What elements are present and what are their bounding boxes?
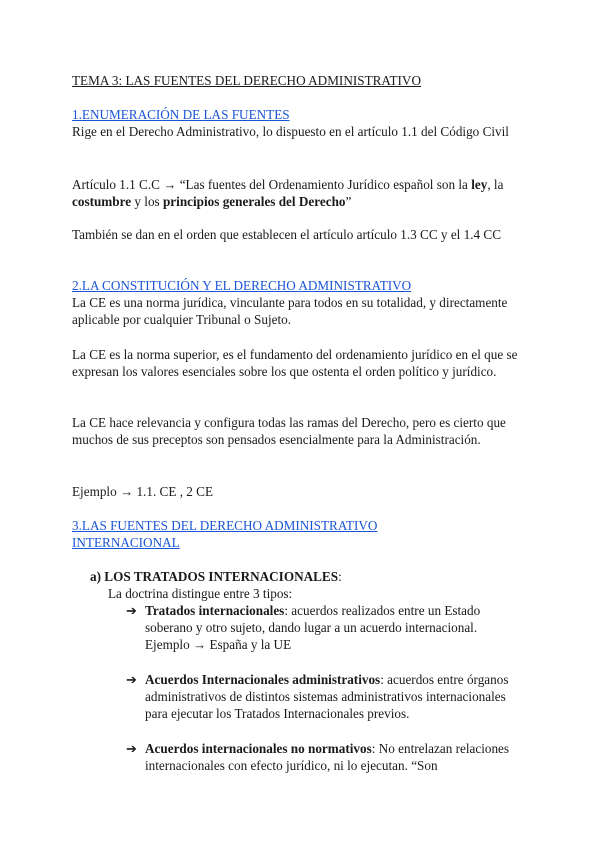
term-costumbre: costumbre bbox=[72, 194, 132, 209]
arrow-bullet-icon: ➔ bbox=[126, 741, 138, 756]
list-item-example: Ejemplo → España y la UE bbox=[145, 637, 292, 652]
list-item: Acuerdos Internacionales administrativos: acuerdos entre órganos administrativos de distintos sistemas administrativos internacionales para ejecutar los Tratados Internacionales previos. bbox=[145, 672, 509, 721]
document-title: TEMA 3: LAS FUENTES DEL DERECHO ADMINISTRATIVO bbox=[72, 73, 421, 88]
term-principios: principios generales del Derecho bbox=[162, 194, 346, 209]
section-2-paragraph-2: La CE es la norma superior, es el fundamento del ordenamiento jurídico en el que se expresan los valores esenciales sobre los que ostenta el orden político y jurídico. bbox=[72, 347, 518, 379]
arrow-bullet-icon: ➔ bbox=[126, 672, 138, 687]
arrow-bullet-icon: ➔ bbox=[126, 603, 138, 618]
section-1-paragraph-3: También se dan en el orden que establecen el artículo artículo 1.3 CC y el 1.4 CC bbox=[72, 227, 502, 242]
section-1-heading[interactable]: 1.ENUMERACIÓN DE LAS FUENTES bbox=[72, 107, 290, 122]
section-1-paragraph-1: Rige en el Derecho Administrativo, lo dispuesto en el artículo 1.1 del Código Civil bbox=[72, 124, 509, 139]
subsection-a-heading: a) LOS TRATADOS INTERNACIONALES: bbox=[90, 569, 342, 584]
section-3-heading[interactable]: 3.LAS FUENTES DEL DERECHO ADMINISTRATIVO INTERNACIONAL bbox=[72, 518, 378, 550]
list-item: Tratados internacionales: acuerdos realizados entre un Estado soberano y otro sujeto, dando lugar a un acuerdo internacional. Ejemplo → España y la UE bbox=[145, 603, 481, 652]
term-ley: ley bbox=[471, 177, 488, 192]
section-2-example: Ejemplo → 1.1. CE , 2 CE bbox=[72, 484, 214, 499]
section-1-paragraph-2: Artículo 1.1 C.C → “Las fuentes del Ordenamiento Jurídico español son la ley, la costumbre y los principios generales del Derecho” bbox=[72, 177, 504, 209]
list-item: Acuerdos internacionales no normativos: No entrelazan relaciones internacionales con efecto jurídico, ni lo ejecutan. “Son bbox=[145, 741, 510, 773]
subsection-a-intro: La doctrina distingue entre 3 tipos: bbox=[108, 586, 293, 601]
section-2-heading[interactable]: 2.LA CONSTITUCIÓN Y EL DERECHO ADMINISTRATIVO bbox=[72, 278, 412, 293]
section-2-paragraph-1: La CE es una norma jurídica, vinculante para todos en su totalidad, y directamente aplicable por cualquier Tribunal o Sujeto. bbox=[72, 295, 508, 327]
article-quote-start: Artículo 1.1 C.C → “Las fuentes del Ordenamiento Jurídico español son la bbox=[72, 177, 472, 192]
section-2-paragraph-3: La CE hace relevancia y configura todas las ramas del Derecho, pero es cierto que muchos de sus preceptos son pensados esencialmente para la Administración. bbox=[72, 415, 506, 447]
